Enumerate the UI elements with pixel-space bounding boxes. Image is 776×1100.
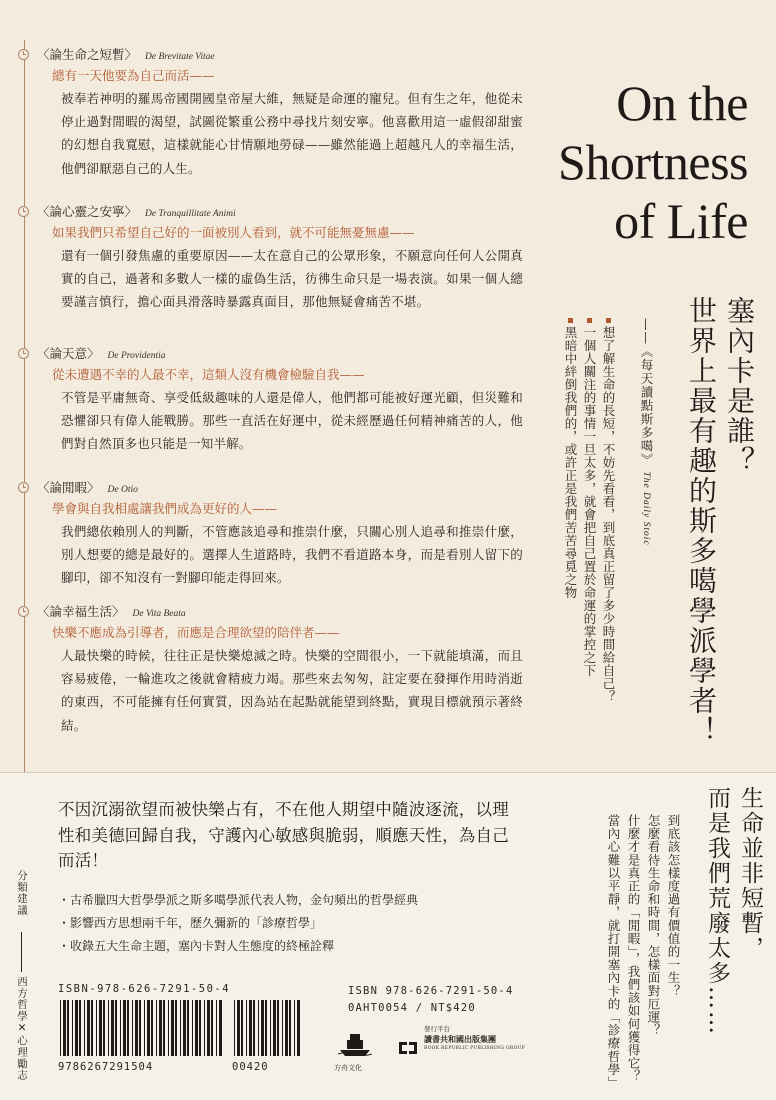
section-leisure [37, 479, 537, 590]
isbn-line: ISBN 978-626-7291-50-4 [348, 985, 514, 997]
section-quote: 總有一天他要為自己而活—— [52, 68, 215, 83]
barcode-bar [139, 1000, 141, 1056]
barcode-bar [63, 1000, 66, 1056]
title-line: Shortness [558, 134, 748, 190]
section-brevity [37, 46, 537, 180]
clock-icon [18, 206, 29, 217]
section-quote: 學會與自我相處讓我們成為更好的人—— [52, 501, 278, 516]
publisher-group: 讀書共和國出版集團 [424, 1034, 496, 1044]
barcode-bar [103, 1000, 105, 1056]
barcode-bar [282, 1000, 283, 1056]
barcode-bar [237, 1000, 240, 1056]
barcode-bar [163, 1000, 165, 1056]
isbn-text: ISBN-978-626-7291-50-4 [58, 983, 231, 995]
barcode-bar [132, 1000, 133, 1056]
section-latin-title: De Tranquillitate Animi [145, 209, 236, 219]
title-line: On the [616, 75, 748, 131]
barcode-bar [127, 1000, 129, 1056]
title-line: of Life [614, 193, 748, 249]
book-title-english [558, 74, 748, 251]
imprint-name: 方舟文化 [334, 1064, 362, 1072]
question-line: 什麼才是真正的「閒暇」，我們該如何獲得它？ [626, 814, 641, 1083]
barcode-bar [207, 1000, 210, 1056]
barcode-bar [187, 1000, 189, 1056]
section-latin-title: De Otio [107, 485, 138, 495]
section-heading: 〈論天意〉 De Providentia [37, 346, 166, 361]
clock-icon [18, 348, 29, 359]
barcode-bar [241, 1000, 243, 1056]
barcode-bar [261, 1000, 264, 1056]
barcode-bar [258, 1000, 259, 1056]
bottom-vertical-lines [603, 814, 683, 1094]
barcode-bar [123, 1000, 126, 1056]
barcode-bar [199, 1000, 201, 1056]
clock-icon [18, 606, 29, 617]
barcode-bar [211, 1000, 213, 1056]
issuer-label: 發行平台 [424, 1025, 450, 1033]
barcode-bar [79, 1000, 81, 1056]
barcode-bar [277, 1000, 279, 1056]
barcode [58, 1000, 306, 1056]
section-heading: 〈論心靈之安寧〉 De Tranquillitate Animi [37, 204, 236, 219]
section-body: 我們總依賴別人的判斷，不管應該追尋和推崇什麼，只關心別人追尋和推崇什麼，別人想要的總是最好的。選擇人生道路時，我們不看道路本身，而是看別人留下的腳印，卻不知沒有一對腳印能走得回來。 [61, 524, 523, 586]
clock-icon [18, 49, 29, 60]
barcode-bar [60, 1000, 61, 1056]
barcode-bar [115, 1000, 117, 1056]
barcode-bar [135, 1000, 138, 1056]
barcode-bar [111, 1000, 114, 1056]
barcode-bar [195, 1000, 198, 1056]
vertical-headline: 塞內卡是誰？ 世界上最有趣的斯多噶學派學者！ [685, 296, 756, 746]
barcode-bar [151, 1000, 153, 1056]
barcode-bar [289, 1000, 291, 1056]
feature-item: ・收錄五大生命主題，塞內卡對人生態度的終極詮釋 [58, 939, 335, 953]
feature-list [58, 889, 508, 958]
section-body: 不管是平庸無奇、享受低級趣味的人還是偉人，他們都可能被好運光顧，但災難和恐懼卻只有偉人能戰勝。那些一直活在好運中，從未經歷過任何精神痛苦的人，他們對自然頂多也只能是一知半解。 [61, 390, 523, 452]
ark-logo-icon [338, 1028, 372, 1058]
barcode-number: 9786267291504 [58, 1061, 154, 1073]
isbn-price-block [348, 983, 513, 1017]
barcode-bar [87, 1000, 90, 1056]
vertical-points [561, 318, 618, 758]
barcode-bar [294, 1000, 295, 1056]
barcode-bar [67, 1000, 69, 1056]
section-heading: 〈論幸福生活〉 De Vita Beata [37, 604, 186, 619]
barcode-bar [265, 1000, 267, 1056]
section-quote: 如果我們只希望自己好的一面被別人看到，就不可能無憂無慮—— [52, 225, 415, 240]
bullet-dot-icon [587, 318, 592, 323]
barcode-bar [273, 1000, 276, 1056]
barcode-bar [75, 1000, 78, 1056]
question-line: 當內心難以平靜，就打開塞內卡的「診療哲學」 [606, 814, 621, 1090]
barcode-bar [219, 1000, 222, 1056]
section-body: 還有一個引發焦慮的重要原因——太在意自己的公眾形象，不願意向任何人公開真實的自己，過著和多數人一樣的虛偽生活，彷彿生命只是一場表演。如果一個人總要謹言慎行，擔心面具滑落時暴露真面目，那他無疑會痛苦不堪。 [61, 248, 523, 310]
section-body: 被奉若神明的羅馬帝國開國皇帝屋大維，無疑是命運的寵兒。但有生之年，他從未停止過對閒暇的渴望，試圖從繁重公務中尋找片刻安寧。他喜歡用這一虛假卻甜蜜的幻想自我寬慰，這樣就能心甘情願地勞碌——雖然能過上超越凡人的幸福生活，他們卻厭惡自己的人生。 [61, 91, 523, 176]
section-latin-title: De Brevitate Vitae [145, 52, 215, 62]
barcode-bar [183, 1000, 186, 1056]
category-rule [21, 932, 22, 972]
barcode-bar [285, 1000, 288, 1056]
category-label: 分類建議 [16, 870, 28, 916]
barcode-bar [84, 1000, 85, 1056]
bottom-vertical-headline: 生命並非短暫， 而是我們荒廢太多…… [704, 786, 763, 1036]
barcode-bar [204, 1000, 205, 1056]
barcode-bar [147, 1000, 150, 1056]
bullet-dot-icon [568, 318, 573, 323]
barcode-bar [159, 1000, 162, 1056]
point-item: 黑暗中絆倒我們的，或許正是我們苦苦尋覓之物 [563, 318, 578, 599]
barcode-bar [120, 1000, 121, 1056]
price-line: 0AHT0054 / NT$420 [348, 1002, 476, 1014]
question-line: 怎麼看待生命和時間，怎樣面對厄運？ [646, 814, 661, 1037]
barcode-bar [108, 1000, 109, 1056]
section-heading: 〈論生命之短暫〉 De Brevitate Vitae [37, 47, 215, 62]
point-item: 一個人關注的事情一旦太多，就會把自己置於命運的掌控之下 [582, 318, 597, 677]
feature-item: ・古希臘四大哲學學派之斯多噶學派代表人物，金句頻出的哲學經典 [58, 893, 419, 907]
barcode-bar [171, 1000, 174, 1056]
section-quote: 快樂不應成為引導者，而應是合理欲望的陪伴者—— [52, 625, 340, 640]
barcode-bar [192, 1000, 193, 1056]
barcode-bar [99, 1000, 102, 1056]
section-latin-title: De Providentia [107, 351, 166, 361]
barcode-bar [270, 1000, 271, 1056]
section-heading: 〈論閒暇〉 De Otio [37, 480, 138, 495]
barcode-bar [156, 1000, 157, 1056]
bullet-dot-icon [606, 318, 611, 323]
barcode-bar [180, 1000, 181, 1056]
feature-item: ・影響西方思想兩千年，歷久彌新的「診療哲學」 [58, 916, 323, 930]
price-barcode-number: 00420 [232, 1061, 269, 1073]
point-item: 想了解生命的長短，不妨先看看，到底真正留了多少時間給自己？ [601, 318, 616, 703]
section-providence [37, 345, 537, 456]
vertical-source: ——《每天讀點斯多噶》 The Daily Stoic [639, 318, 654, 546]
section-body: 人最快樂的時候，往往正是快樂熄滅之時。快樂的空間很小，一下就能填滿，而且容易疲倦，一輪進攻之後就會精疲力竭。那些來去匆匆，註定要在發揮作用時消逝的東西，不可能擁有任何實質，因為站在起點就能望到終點，實現目標就預示著終結。 [61, 648, 523, 733]
category-value: 西方哲學✕心理勵志 [16, 976, 28, 1081]
divider [0, 772, 776, 773]
barcode-bar [216, 1000, 217, 1056]
barcode-bar [297, 1000, 300, 1056]
barcode-bar [96, 1000, 97, 1056]
barcode-bar [253, 1000, 255, 1056]
book-republic-logo-icon [396, 1036, 420, 1060]
section-happy-life [37, 603, 537, 737]
barcode-bar [168, 1000, 169, 1056]
publisher-group-en: BOOK REPUBLIC PUBLISHING GROUP [424, 1046, 525, 1051]
barcode-bar [175, 1000, 177, 1056]
barcode-bar [249, 1000, 252, 1056]
barcode-bar [246, 1000, 247, 1056]
clock-icon [18, 482, 29, 493]
barcode-bar [234, 1000, 235, 1056]
section-tranquility [37, 203, 537, 314]
statement: 不因沉溺欲望而被快樂占有，不在他人期望中隨波逐流，以理性和美德回歸自我，守護內心敏感與脆弱，順應天性，為自己而活！ [58, 800, 509, 870]
section-latin-title: De Vita Beata [132, 609, 186, 619]
question-line: 到底該怎樣度過有價值的一生？ [666, 814, 681, 998]
barcode-bar [72, 1000, 73, 1056]
barcode-bar [91, 1000, 93, 1056]
section-quote: 從未遭遇不幸的人最不幸，這類人沒有機會檢驗自我—— [52, 367, 365, 382]
barcode-bar [144, 1000, 145, 1056]
